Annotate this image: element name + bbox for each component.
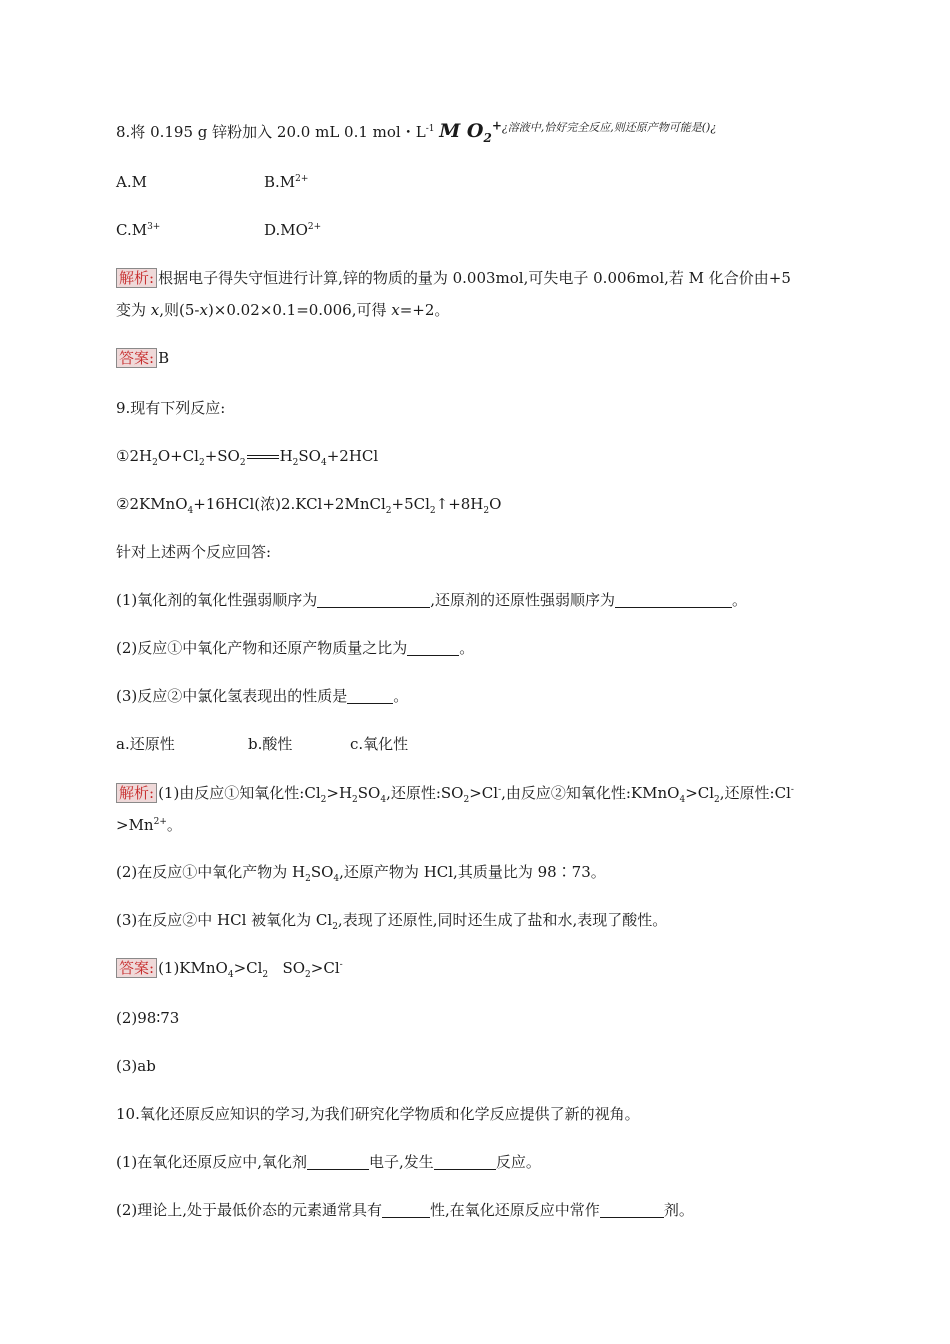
answer-blank[interactable] [317, 591, 430, 608]
q9-analysis-line-2: $>Mn^{2+}$。 [116, 816, 182, 834]
equals-sign [247, 455, 279, 459]
answer-blank[interactable] [307, 1153, 369, 1170]
answer-tag: 答案: [116, 348, 157, 368]
q8-option-a: A.M [116, 173, 147, 191]
q10-part-1: (1)在氧化还原反应中,氧化剂 电子,发生 反应。 [116, 1153, 541, 1171]
q9-title: 9.现有下列反应: [116, 399, 226, 417]
q9-reaction-1: $①2H_2O+Cl_2+SO_2$ $H_2SO_4+2HCl$ [116, 447, 379, 468]
q8-option-d: $D.MO^{2+}$ [264, 221, 322, 239]
mo2-formula: M $O_2^+$ [439, 118, 502, 145]
q8-option-row-1 [116, 172, 309, 192]
analysis-tag: 解析: [116, 783, 157, 803]
q8-analysis-line-1: 解析: 根据电子得失守恒进行计算,锌的物质的量为 0.003mol,可失电子 0.006mol,若 M 化合价由+5 [116, 268, 791, 288]
q9-answer-2: (2)98∶73 [116, 1009, 180, 1027]
q9-lead: 针对上述两个反应回答: [116, 543, 272, 561]
q8-option-c: $C.M^{3+}$ [116, 221, 161, 239]
q8-stem: 8.将 0.195 g 锌粉加入 20.0 mL 0.1 mol・$L^{-1}$ M $O_2^{+¿溶液中,恰好完全反应,则还原产物可能是()¿}$ [116, 118, 717, 145]
q9-choices [116, 734, 409, 754]
q9-analysis-3: (3)在反应②中 HCl 被氧化为 $Cl_2$,表现了还原性,同时还生成了盐和水,表现了酸性。 [116, 911, 668, 932]
answer-blank[interactable] [615, 591, 732, 608]
q9-analysis-2: (2)在反应①中氧化产物为 $H_2SO_4$,还原产物为 HCl,其质量比为 98∶73。 [116, 863, 606, 884]
answer-tag: 答案: [116, 958, 157, 978]
q8-option-row-2 [116, 220, 322, 240]
q9-answer-1: 答案: $(1)KMnO_4>Cl_2$ $SO_2>Cl^-$ [116, 958, 343, 978]
q9-answer-3: (3)ab [116, 1057, 156, 1075]
choice-c: c.氧化性 [350, 735, 409, 753]
answer-blank[interactable] [382, 1201, 430, 1218]
choice-a: a.还原性 [116, 735, 175, 753]
answer-blank[interactable] [600, 1201, 664, 1218]
q10-part-2: (2)理论上,处于最低价态的元素通常具有 性,在氧化还原反应中常作 剂。 [116, 1201, 694, 1219]
q9-analysis-line-1: 解析: (1)由反应①知氧化性$:Cl_2>H_2SO_4$,还原性$:SO_2>Cl^-$,由反应②知氧化性$:KMnO_4>Cl_2$,还原性:Cl- [116, 783, 794, 803]
q9-part-2: (2)反应①中氧化产物和还原产物质量之比为 。 [116, 639, 475, 657]
answer-blank[interactable] [347, 687, 393, 704]
answer-blank[interactable] [407, 639, 459, 656]
q8-answer: 答案: B [116, 348, 169, 368]
q9-part-3: (3)反应②中氯化氢表现出的性质是 。 [116, 687, 409, 705]
q9-reaction-2: ②2KMnO$_4$+16HCl(浓)$2.KCl+2MnCl_2+5Cl_2↑+8H_2O$ [116, 495, 502, 516]
q9-part-1: (1)氧化剂的氧化性强弱顺序为 ,还原剂的还原性强弱顺序为 。 [116, 591, 748, 609]
analysis-tag: 解析: [116, 268, 157, 288]
choice-b: b.酸性 [248, 735, 293, 753]
q8-analysis-line-2: 变为 x,则(5-x)×0.02×0.1=0.006,可得 x=+2。 [116, 301, 450, 319]
answer-blank[interactable] [434, 1153, 496, 1170]
q8-option-b: $B.M^{2+}$ [264, 173, 309, 191]
q10-title: 10.氧化还原反应知识的学习,为我们研究化学物质和化学反应提供了新的视角。 [116, 1105, 640, 1123]
